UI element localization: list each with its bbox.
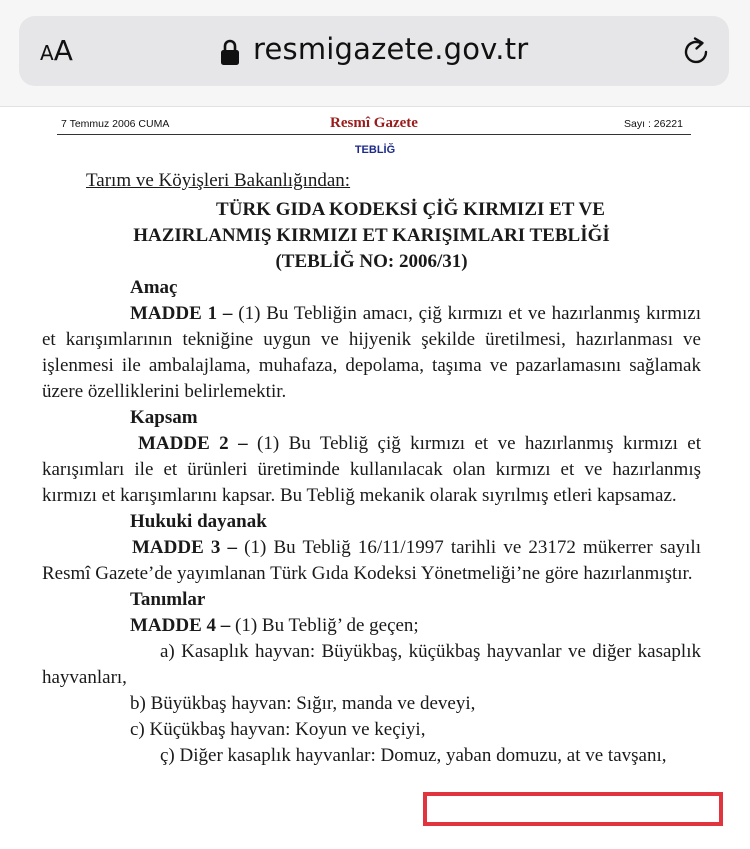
document-title [42,197,701,275]
text-size-large-glyph: A [53,34,73,67]
article-4-label: MADDE 4 – [130,615,231,636]
ministry-line: Tarım ve Köyişleri Bakanlığından: [86,170,351,191]
gazette-title: Resmî Gazete [330,115,418,131]
title-line-1: TÜRK GIDA KODEKSİ ÇİĞ KIRMIZI ET VE [216,199,605,220]
document-body [42,168,701,769]
definition-c: c) Küçükbaş hayvan: Koyun ve keçiyi, [130,719,426,740]
heading-tanimlar: Tanımlar [130,589,206,610]
issue-number: Sayı : 26221 [624,118,683,130]
article-2-label: MADDE 2 – [138,433,248,454]
article-3 [42,535,701,587]
gazette-header [57,115,691,135]
highlight-box [423,792,723,826]
article-1 [42,301,701,405]
definition-cc: ç) Diğer kasaplık hayvanlar: Domuz, yaban domuzu, at ve tavşanı, [160,745,667,766]
definition-b: b) Büyükbaş hayvan: Sığır, manda ve deveyi, [130,693,476,714]
heading-hukuki-dayanak: Hukuki dayanak [130,511,267,532]
heading-kapsam: Kapsam [130,407,198,428]
browser-toolbar [0,0,750,107]
url-domain[interactable]: resmigazete.gov.tr [253,32,529,66]
article-1-text: (1) Bu Tebliğin amacı, çiğ kırmızı et ve hazırlanmış kırmızı et karışımlarının tekniğine uygun ve hijyenik şekilde üretilmesi, hazırlanması ve işlenmesi ile ambalajlama, muhafaza, depolama, taşıma ve pazarlamasını sağlamak üzere özelliklerini belirlemektir. [42,303,701,402]
text-size-small-glyph: A [40,41,54,65]
reload-icon[interactable] [679,35,713,69]
article-2 [42,431,701,509]
article-1-label: MADDE 1 – [130,303,233,324]
article-2-text: (1) Bu Tebliğ çiğ kırmızı et ve hazırlanmış kırmızı et karışımları ile et ürünleri üretiminde kullanılacak olan kırmızı et ve hazırlanmış kırmızı et karışımlarını kapsar. Bu Tebliğ mekanik olarak sıyrılmış etleri kapsamaz. [42,433,701,506]
article-4-text: (1) Bu Tebliğ’ de geçen; [230,615,419,636]
section-label: TEBLİĞ [354,144,396,156]
title-line-3: (TEBLİĞ NO: 2006/31) [275,251,468,272]
title-line-2: HAZIRLANMIŞ KIRMIZI ET KARIŞIMLARI TEBLİĞİ [133,225,610,246]
article-3-label: MADDE 3 – [132,537,238,558]
article-3-text: (1) Bu Tebliğ 16/11/1997 tarihli ve 23172 mükerrer sayılı Resmî Gazete’de yayımlanan Türk Gıda Kodeksi Yönetmeliği’ne göre hazırlanmıştır. [42,537,701,584]
definition-a: a) Kasaplık hayvan: Büyükbaş, küçükbaş hayvanlar ve diğer kasaplık hayvanları, [42,641,701,688]
article-4 [42,613,701,639]
address-bar[interactable] [19,16,729,86]
issue-date: 7 Temmuz 2006 CUMA [61,118,170,130]
heading-amac: Amaç [130,277,178,298]
text-size-button[interactable] [40,34,73,67]
lock-icon [220,38,240,66]
